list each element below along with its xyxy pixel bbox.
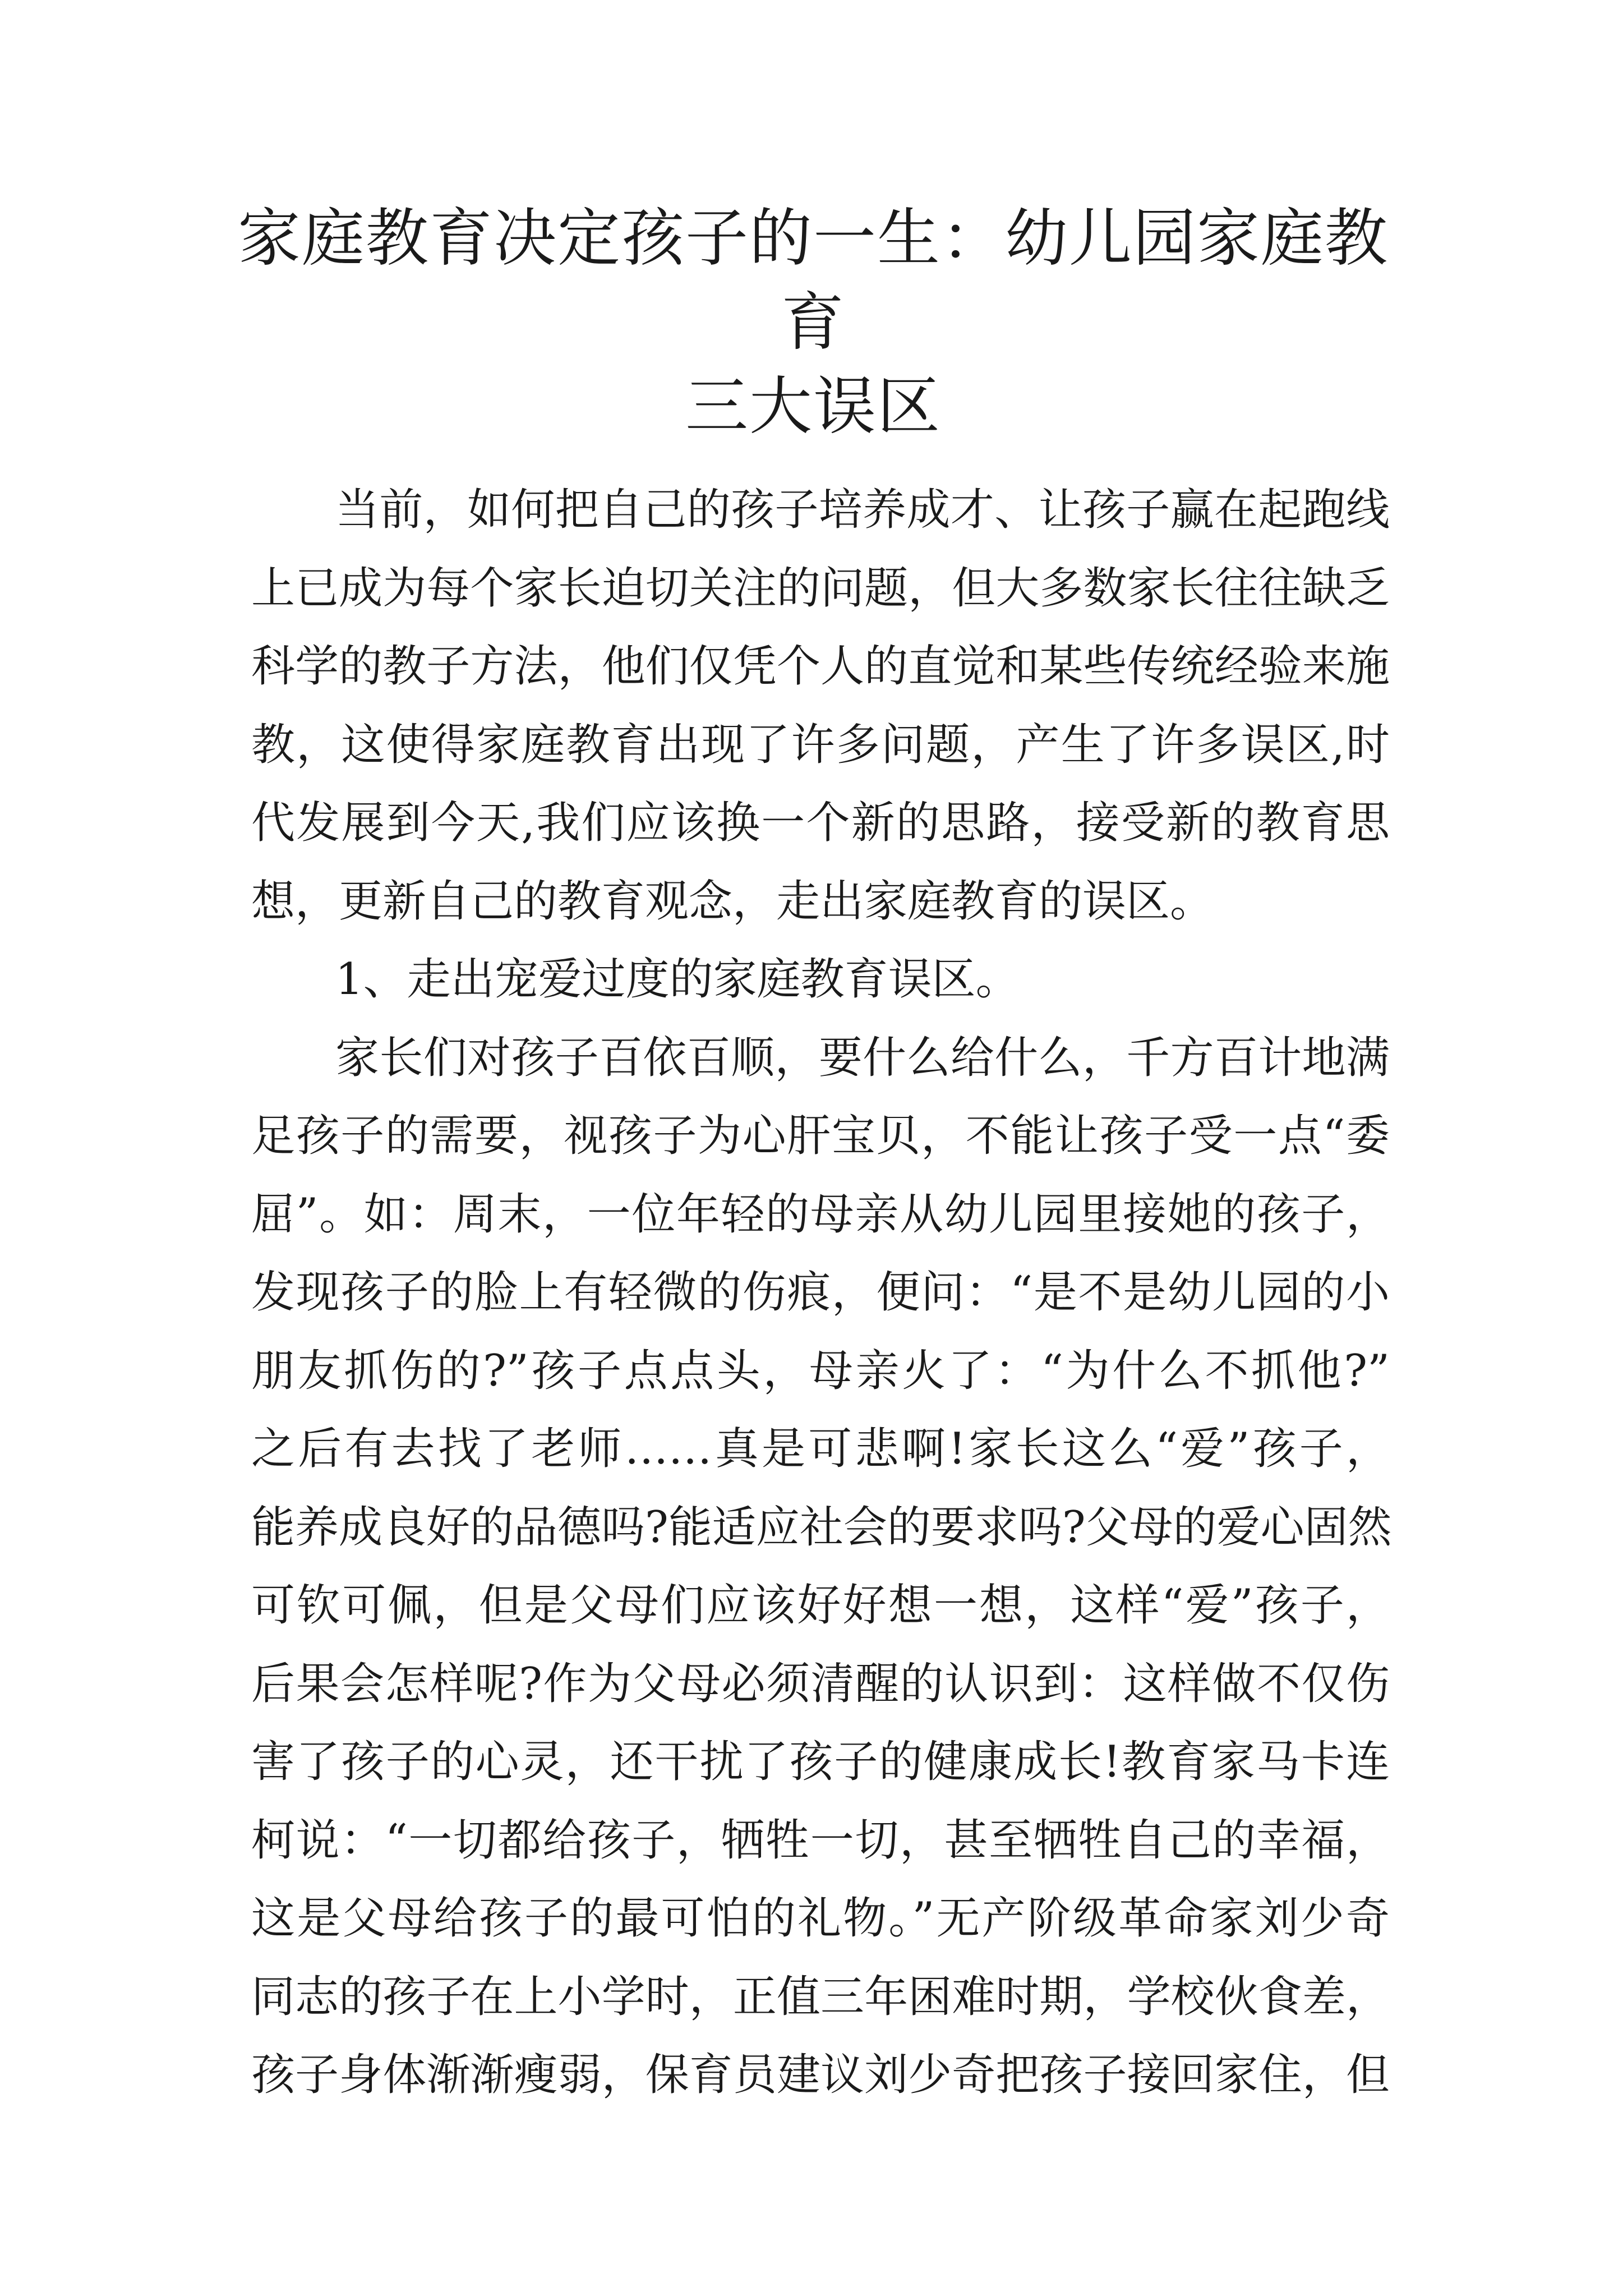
paragraph-1-line-2: 上已成为每个家长迫切关注的问题，但大多数家长往往缺乏 — [251, 563, 1390, 614]
paragraph-3-line-7: 能养成良好的品德吗?能适应社会的要求吗?父母的爱心固然 — [251, 1502, 1392, 1553]
title-line-1: 家庭教育决定孩子的一生：幼儿园家庭教育 — [238, 202, 1389, 359]
paragraph-3-line-10: 害了孩子的心灵，还干扰了孩子的健康成长!教育家马卡连 — [251, 1737, 1390, 1787]
paragraph-1-line-5: 代发展到今天,我们应该换一个新的思路，接受新的教育思 — [251, 798, 1390, 848]
paragraph-1-line-1: 当前，如何把自己的孩子培养成才、让孩子赢在起跑线 — [335, 485, 1390, 535]
paragraph-3-line-13: 同志的孩子在上小学时，正值三年困难时期，学校伙食差， — [251, 1971, 1390, 2022]
document-title — [224, 196, 1402, 449]
section-heading-1: 1、走出宠爱过度的家庭教育误区。 — [335, 954, 1020, 1005]
paragraph-1-line-6: 想，更新自己的教育观念，走出家庭教育的误区。 — [251, 876, 1214, 927]
title-line-2: 三大误区 — [685, 370, 941, 443]
paragraph-3-line-8: 可钦可佩，但是父母们应该好好想一想，这样“爱”孩子， — [251, 1580, 1390, 1631]
document-body — [251, 471, 1390, 2115]
paragraph-3-line-14: 孩子身体渐渐瘦弱，保育员建议刘少奇把孩子接回家住，但 — [251, 2050, 1390, 2100]
paragraph-3-line-3: 屈”。如：周末，一位年轻的母亲从幼儿园里接她的孩子， — [251, 1189, 1390, 1240]
paragraph-1-line-3: 科学的教子方法，他们仅凭个人的直觉和某些传统经验来施 — [251, 641, 1390, 692]
paragraph-1-line-4: 教，这使得家庭教育出现了许多问题，产生了许多误区,时 — [251, 719, 1390, 770]
paragraph-3-line-11: 柯说：“一切都给孩子，牺牲一切，甚至牺牲自己的幸福， — [251, 1815, 1390, 1866]
paragraph-3-line-9: 后果会怎样呢?作为父母必须清醒的认识到：这样做不仅伤 — [251, 1658, 1390, 1709]
paragraph-3-line-6: 之后有去找了老师……真是可悲啊!家长这么“爱”孩子， — [251, 1424, 1390, 1474]
paragraph-3-line-1: 家长们对孩子百依百顺，要什么给什么，千方百计地满 — [335, 1032, 1390, 1083]
paragraph-3-line-2: 足孩子的需要，视孩子为心肝宝贝，不能让孩子受一点“委 — [251, 1111, 1390, 1161]
paragraph-3-line-5: 朋友抓伤的?”孩子点点头，母亲火了：“为什么不抓他?” — [251, 1345, 1390, 1396]
paragraph-3-line-4: 发现孩子的脸上有轻微的伤痕，便问：“是不是幼儿园的小 — [251, 1267, 1390, 1318]
paragraph-3-line-12: 这是父母给孩子的最可怕的礼物。”无产阶级革命家刘少奇 — [251, 1893, 1390, 1944]
